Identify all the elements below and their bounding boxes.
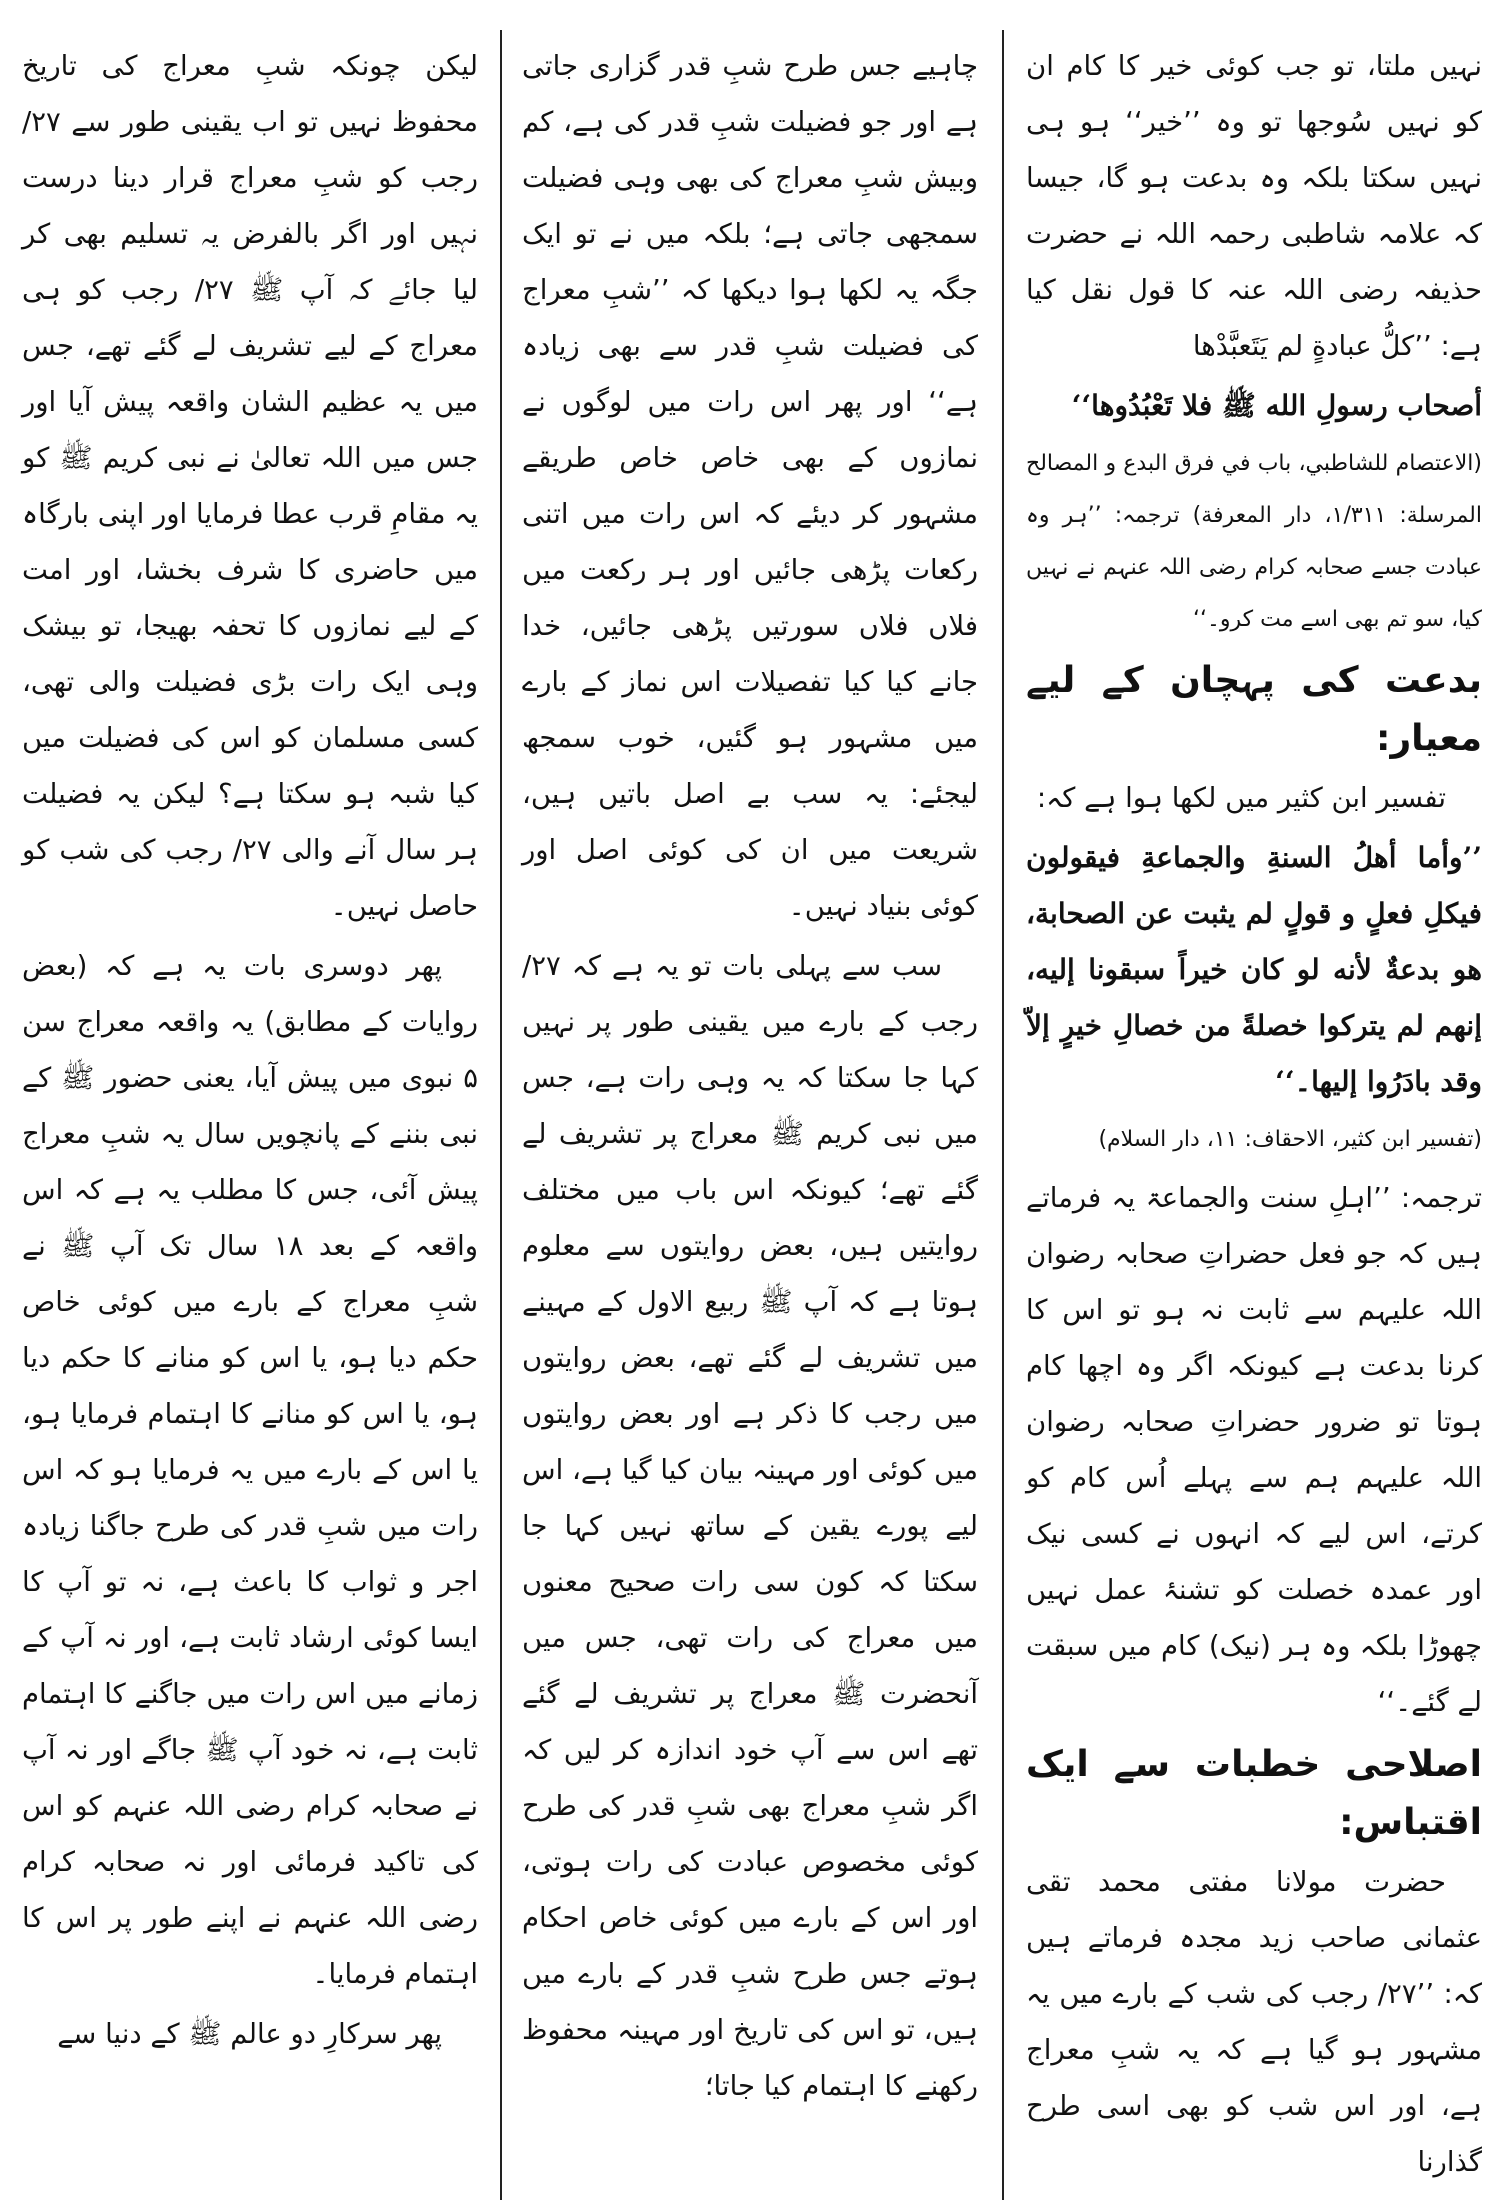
arabic-quote: أصحاب رسولِ الله ﷺ فلا تَعْبُدُوها‘‘ [1071,389,1482,422]
paragraph: تفسیر ابن کثیر میں لکھا ہوا ہے کہ: [1036,782,1446,814]
section-heading: اصلاحی خطبات سے ایک اقتباس: [1026,1744,1482,1843]
paragraph: نہیں ملتا، تو جب کوئی خیر کا کام ان کو نہیں سُوجھا تو وہ ’’خیر‘‘ ہو ہی نہیں سکتا بلکہ وہ بدعت ہو گا، جیسا کہ علامہ شاطبی رحمہ اللہ نے حضرت حذیفہ رضی اللہ عنہ کا قول نقل کیا ہے: ’’كلُّ عبادةٍ لم يَتَعبَّدْها [1026,50,1482,362]
paragraph: پھر سرکارِ دو عالم ﷺ کے دنیا سے [57,2018,442,2050]
paragraph: سب سے پہلی بات تو یہ ہے کہ ۲۷/ رجب کے بارے میں یقینی طور پر نہیں کہا جا سکتا کہ یہ وہی رات ہے، جس میں نبی کریم ﷺ معراج پر تشریف لے گئے تھے؛ کیونکہ اس باب میں مختلف روایتیں ہیں، بعض روایتوں سے معلوم ہوتا ہے کہ آپ ﷺ ربیع الاول کے مہینے میں تشریف لے گئے تھے، بعض روایتوں میں رجب کا ذکر ہے اور بعض روایتوں میں کوئی اور مہینہ بیان کیا گیا ہے، اس لیے پورے یقین کے ساتھ نہیں کہا جا سکتا کہ کون سی رات صحیح معنوں میں معراج کی رات تھی، جس میں آنحضرت ﷺ معراج پر تشریف لے گئے تھے اس سے آپ خود اندازہ کر لیں کہ اگر شبِ معراج بھی شبِ قدر کی طرح کوئی مخصوص عبادت کی رات ہوتی، اور اس کے بارے میں کوئی خاص احکام ہوتے جس طرح شبِ قدر کے بارے میں ہیں، تو اس کی تاریخ اور مہینہ محفوظ رکھنے کا اہتمام کیا جاتا؛ [522,950,978,2102]
text-column-left [22,38,478,2200]
paragraph: ترجمہ: ’’اہلِ سنت والجماعۃ یہ فرماتے ہیں کہ جو فعل حضراتِ صحابہ رضوان اللہ علیہم سے ثابت نہ ہو تو اس کا کرنا بدعت ہے کیونکہ اگر وہ اچھا کام ہوتا تو ضرور حضراتِ صحابہ رضوان اللہ علیہم ہم سے پہلے اُس کام کو کرتے، اس لیے کہ انہوں نے کسی نیک اور عمدہ خصلت کو تشنۂ عمل نہیں چھوڑا بلکہ وہ ہر (نیک) کام میں سبقت لے گئے۔‘‘ [1026,1182,1482,1718]
text-column-right [1026,38,1482,2200]
paragraph: حضرت مولانا مفتی محمد تقی عثمانی صاحب زید مجدہ فرماتے ہیں کہ: ’’۲۷/ رجب کی شب کے بارے میں یہ مشہور ہو گیا ہے کہ یہ شبِ معراج ہے، اور اس شب کو بھی اسی طرح گذارنا [1026,1866,1482,2178]
column-divider-left [500,30,502,2200]
reference-note: (تفسیر ابن کثیر، الاحقاف: ۱۱، دار السلام) [1098,1127,1482,1152]
section-heading: بدعت کی پہچان کے لیے معیار: [1026,660,1482,759]
text-column-middle [522,38,978,2200]
reference-note: (الاعتصام للشاطبي، باب في فرق البدع و المصالح المرسلة: ۱/۳۱۱، دار المعرفة) ترجمہ: ’’ہر وہ عبادت جسے صحابہ کرام رضی اللہ عنہم نے نہیں کیا، سو تم بھی اسے مت کرو۔‘‘ [1026,451,1482,632]
paragraph: لیکن چونکہ شبِ معراج کی تاریخ محفوظ نہیں تو اب یقینی طور سے ۲۷/ رجب کو شبِ معراج قرار دینا درست نہیں اور اگر بالفرض یہ تسلیم بھی کر لیا جائے کہ آپ ﷺ ۲۷/ رجب کو ہی معراج کے لیے تشریف لے گئے تھے، جس میں یہ عظیم الشان واقعہ پیش آیا اور جس میں اللہ تعالیٰ نے نبی کریم ﷺ کو یہ مقامِ قرب عطا فرمایا اور اپنی بارگاہ میں حاضری کا شرف بخشا، اور امت کے لیے نمازوں کا تحفہ بھیجا، تو بیشک وہی ایک رات بڑی فضیلت والی تھی، کسی مسلمان کو اس کی فضیلت میں کیا شبہ ہو سکتا ہے؟ لیکن یہ فضیلت ہر سال آنے والی ۲۷/ رجب کی شب کو حاصل نہیں۔ [22,50,478,922]
paragraph: پھر دوسری بات یہ ہے کہ (بعض روایات کے مطابق) یہ واقعہ معراج سن ۵ نبوی میں پیش آیا، یعنی حضور ﷺ کے نبی بننے کے پانچویں سال یہ شبِ معراج پیش آئی، جس کا مطلب یہ ہے کہ اس واقعہ کے بعد ۱۸ سال تک آپ ﷺ نے شبِ معراج کے بارے میں کوئی خاص حکم دیا ہو، یا اس کو منانے کا حکم دیا ہو، یا اس کو منانے کا اہتمام فرمایا ہو، یا اس کے بارے میں یہ فرمایا ہو کہ اس رات میں شبِ قدر کی طرح جاگنا زیادہ اجر و ثواب کا باعث ہے، نہ تو آپ کا ایسا کوئی ارشاد ثابت ہے، اور نہ آپ کے زمانے میں اس رات میں جاگنے کا اہتمام ثابت ہے، نہ خود آپ ﷺ جاگے اور نہ آپ نے صحابہ کرام رضی اللہ عنہم کو اس کی تاکید فرمائی اور نہ صحابہ کرام رضی اللہ عنہم نے اپنے طور پر اس کا اہتمام فرمایا۔ [22,950,478,1990]
paragraph: چاہیے جس طرح شبِ قدر گزاری جاتی ہے اور جو فضیلت شبِ قدر کی ہے، کم وبیش شبِ معراج کی بھی وہی فضیلت سمجھی جاتی ہے؛ بلکہ میں نے تو ایک جگہ یہ لکھا ہوا دیکھا کہ ’’شبِ معراج کی فضیلت شبِ قدر سے بھی زیادہ ہے‘‘ اور پھر اس رات میں لوگوں نے نمازوں کے بھی خاص خاص طریقے مشہور کر دیئے کہ اس رات میں اتنی رکعات پڑھی جائیں اور ہر رکعت میں فلاں فلاں سورتیں پڑھی جائیں، خدا جانے کیا کیا تفصیلات اس نماز کے بارے میں مشہور ہو گئیں، خوب سمجھ لیجئے: یہ سب بے اصل باتیں ہیں، شریعت میں ان کی کوئی اصل اور کوئی بنیاد نہیں۔ [522,50,978,922]
column-divider-right [1002,30,1004,2200]
arabic-quote: ’’وأما أهلُ السنةِ والجماعةِ فيقولون فيكلِ فعلٍ و قولٍ لم يثبت عن الصحابة، هو بدعةٌ لأنه لو كان خيراً سبقونا إليه، إنهم لم يتركوا خصلةً من خصالِ خيرٍ إلاّ وقد بادَرُوا إليها۔‘‘ [1026,841,1482,1098]
